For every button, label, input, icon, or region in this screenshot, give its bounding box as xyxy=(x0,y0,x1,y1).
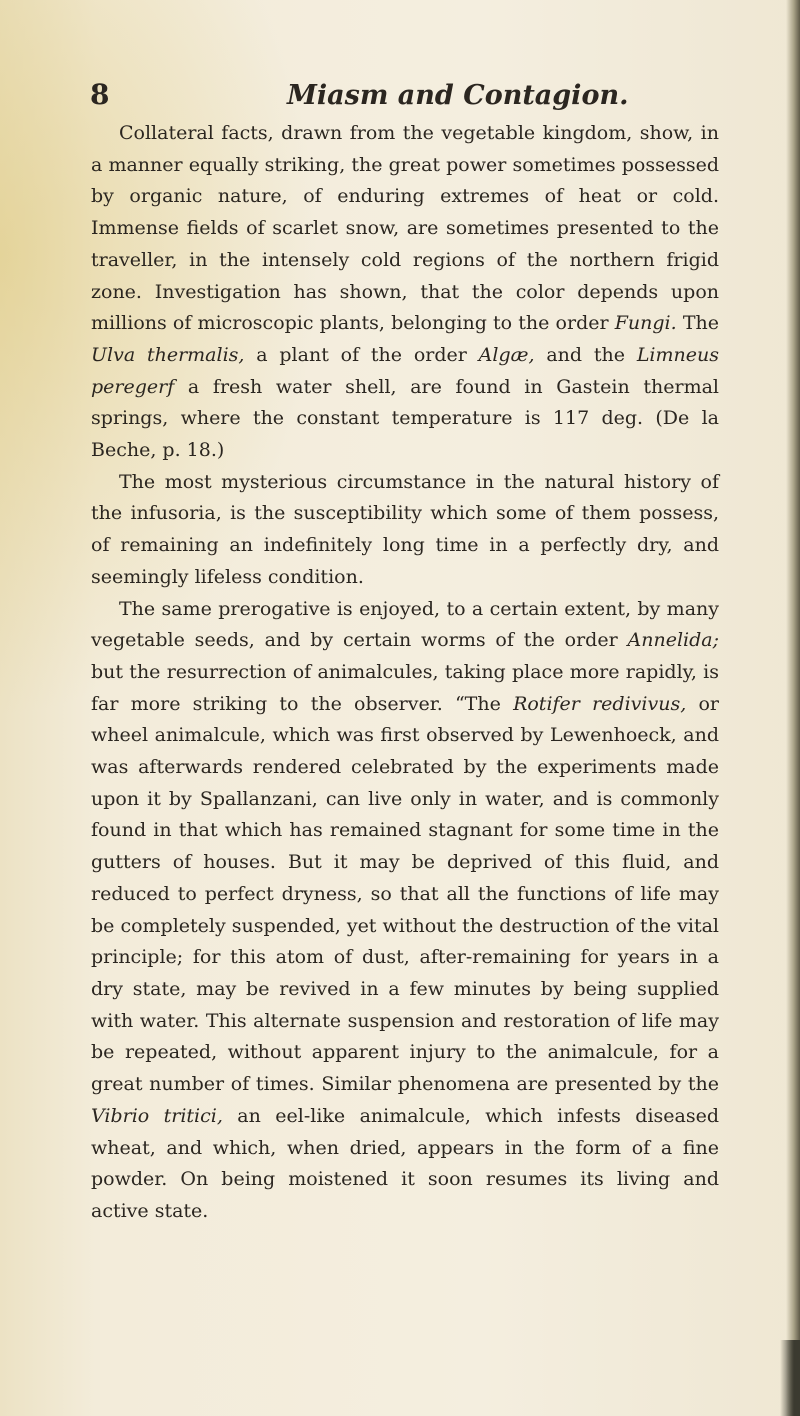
text-run: and the xyxy=(534,343,637,366)
text-run: a plant of the order xyxy=(244,343,479,366)
body-text xyxy=(91,118,719,1228)
text-run: The xyxy=(676,312,719,335)
text-run: or wheel animalcule, which was first observed by Lewenhoeck, and was afterwards rendered celebrated by the experiments made upon it by Spallanzani, can live only in water, and is commonly found in that which has remained stagnant for some time in the gutters of houses. But it may be deprived of this fluid, and reduced to perfect dryness, so that all the functions of life may be completely suspended, yet without the destruction of the vital principle; for this atom of dust, after-remaining for years in a dry state, may be revived in a few minutes by being supplied with water. This alternate suspension and restoration of life may be repeated, without apparent injury to the animalcule, for a great number of times. Similar phenomena are presented by the xyxy=(91,692,719,1096)
text-run: a fresh water shell, are found in Gastein thermal springs, where the constant temperature is 117 deg. (De la Beche, p. 18.) xyxy=(91,375,719,462)
text-run: The most mysterious circumstance in the natural history of the infusoria, is the susceptibility which some of them possess, of remaining an indefinitely long time in a perfectly dry, and seemingly lifeless condition. xyxy=(91,470,719,588)
page-corner-shadow xyxy=(780,1340,800,1416)
text-run: but the resurrection of animalcules, taking place more rapidly, is far more striking to the observer. “The xyxy=(91,660,719,715)
italic-term: Limneus peregerf xyxy=(91,343,719,398)
paragraph xyxy=(91,594,719,1228)
text-run: The same prerogative is enjoyed, to a certain extent, by many vegetable seeds, and by certain worms of the order xyxy=(91,597,719,652)
paragraph xyxy=(91,467,719,594)
page-number: 8 xyxy=(90,78,110,111)
italic-term: Vibrio tritici, xyxy=(91,1104,223,1127)
page-gutter-shadow xyxy=(786,0,800,1416)
text-run: an eel-like animalcule, which infests diseased wheat, and which, when dried, appears in the form of a fine powder. On being moistened it soon resumes its living and active state. xyxy=(91,1104,719,1222)
italic-term: Fungi. xyxy=(614,312,677,335)
text-run: Collateral facts, drawn from the vegetable kingdom, show, in a manner equally striking, the great power sometimes possessed by organic nature, of enduring extremes of heat or cold. Immense fields of scarlet snow, are sometimes presented to the traveller, in the intensely cold regions of the northern frigid zone. Investigation has shown, that the color depends upon millions of microscopic plants, belonging to the order xyxy=(91,122,719,335)
page-header xyxy=(0,78,800,118)
italic-term: Ulva thermalis, xyxy=(91,343,245,366)
running-title: Miasm and Contagion. xyxy=(287,80,629,111)
italic-term: Algæ, xyxy=(478,343,535,366)
italic-term: Rotifer redivivus, xyxy=(513,692,687,715)
italic-term: Annelida; xyxy=(627,629,719,652)
paragraph xyxy=(91,118,719,467)
